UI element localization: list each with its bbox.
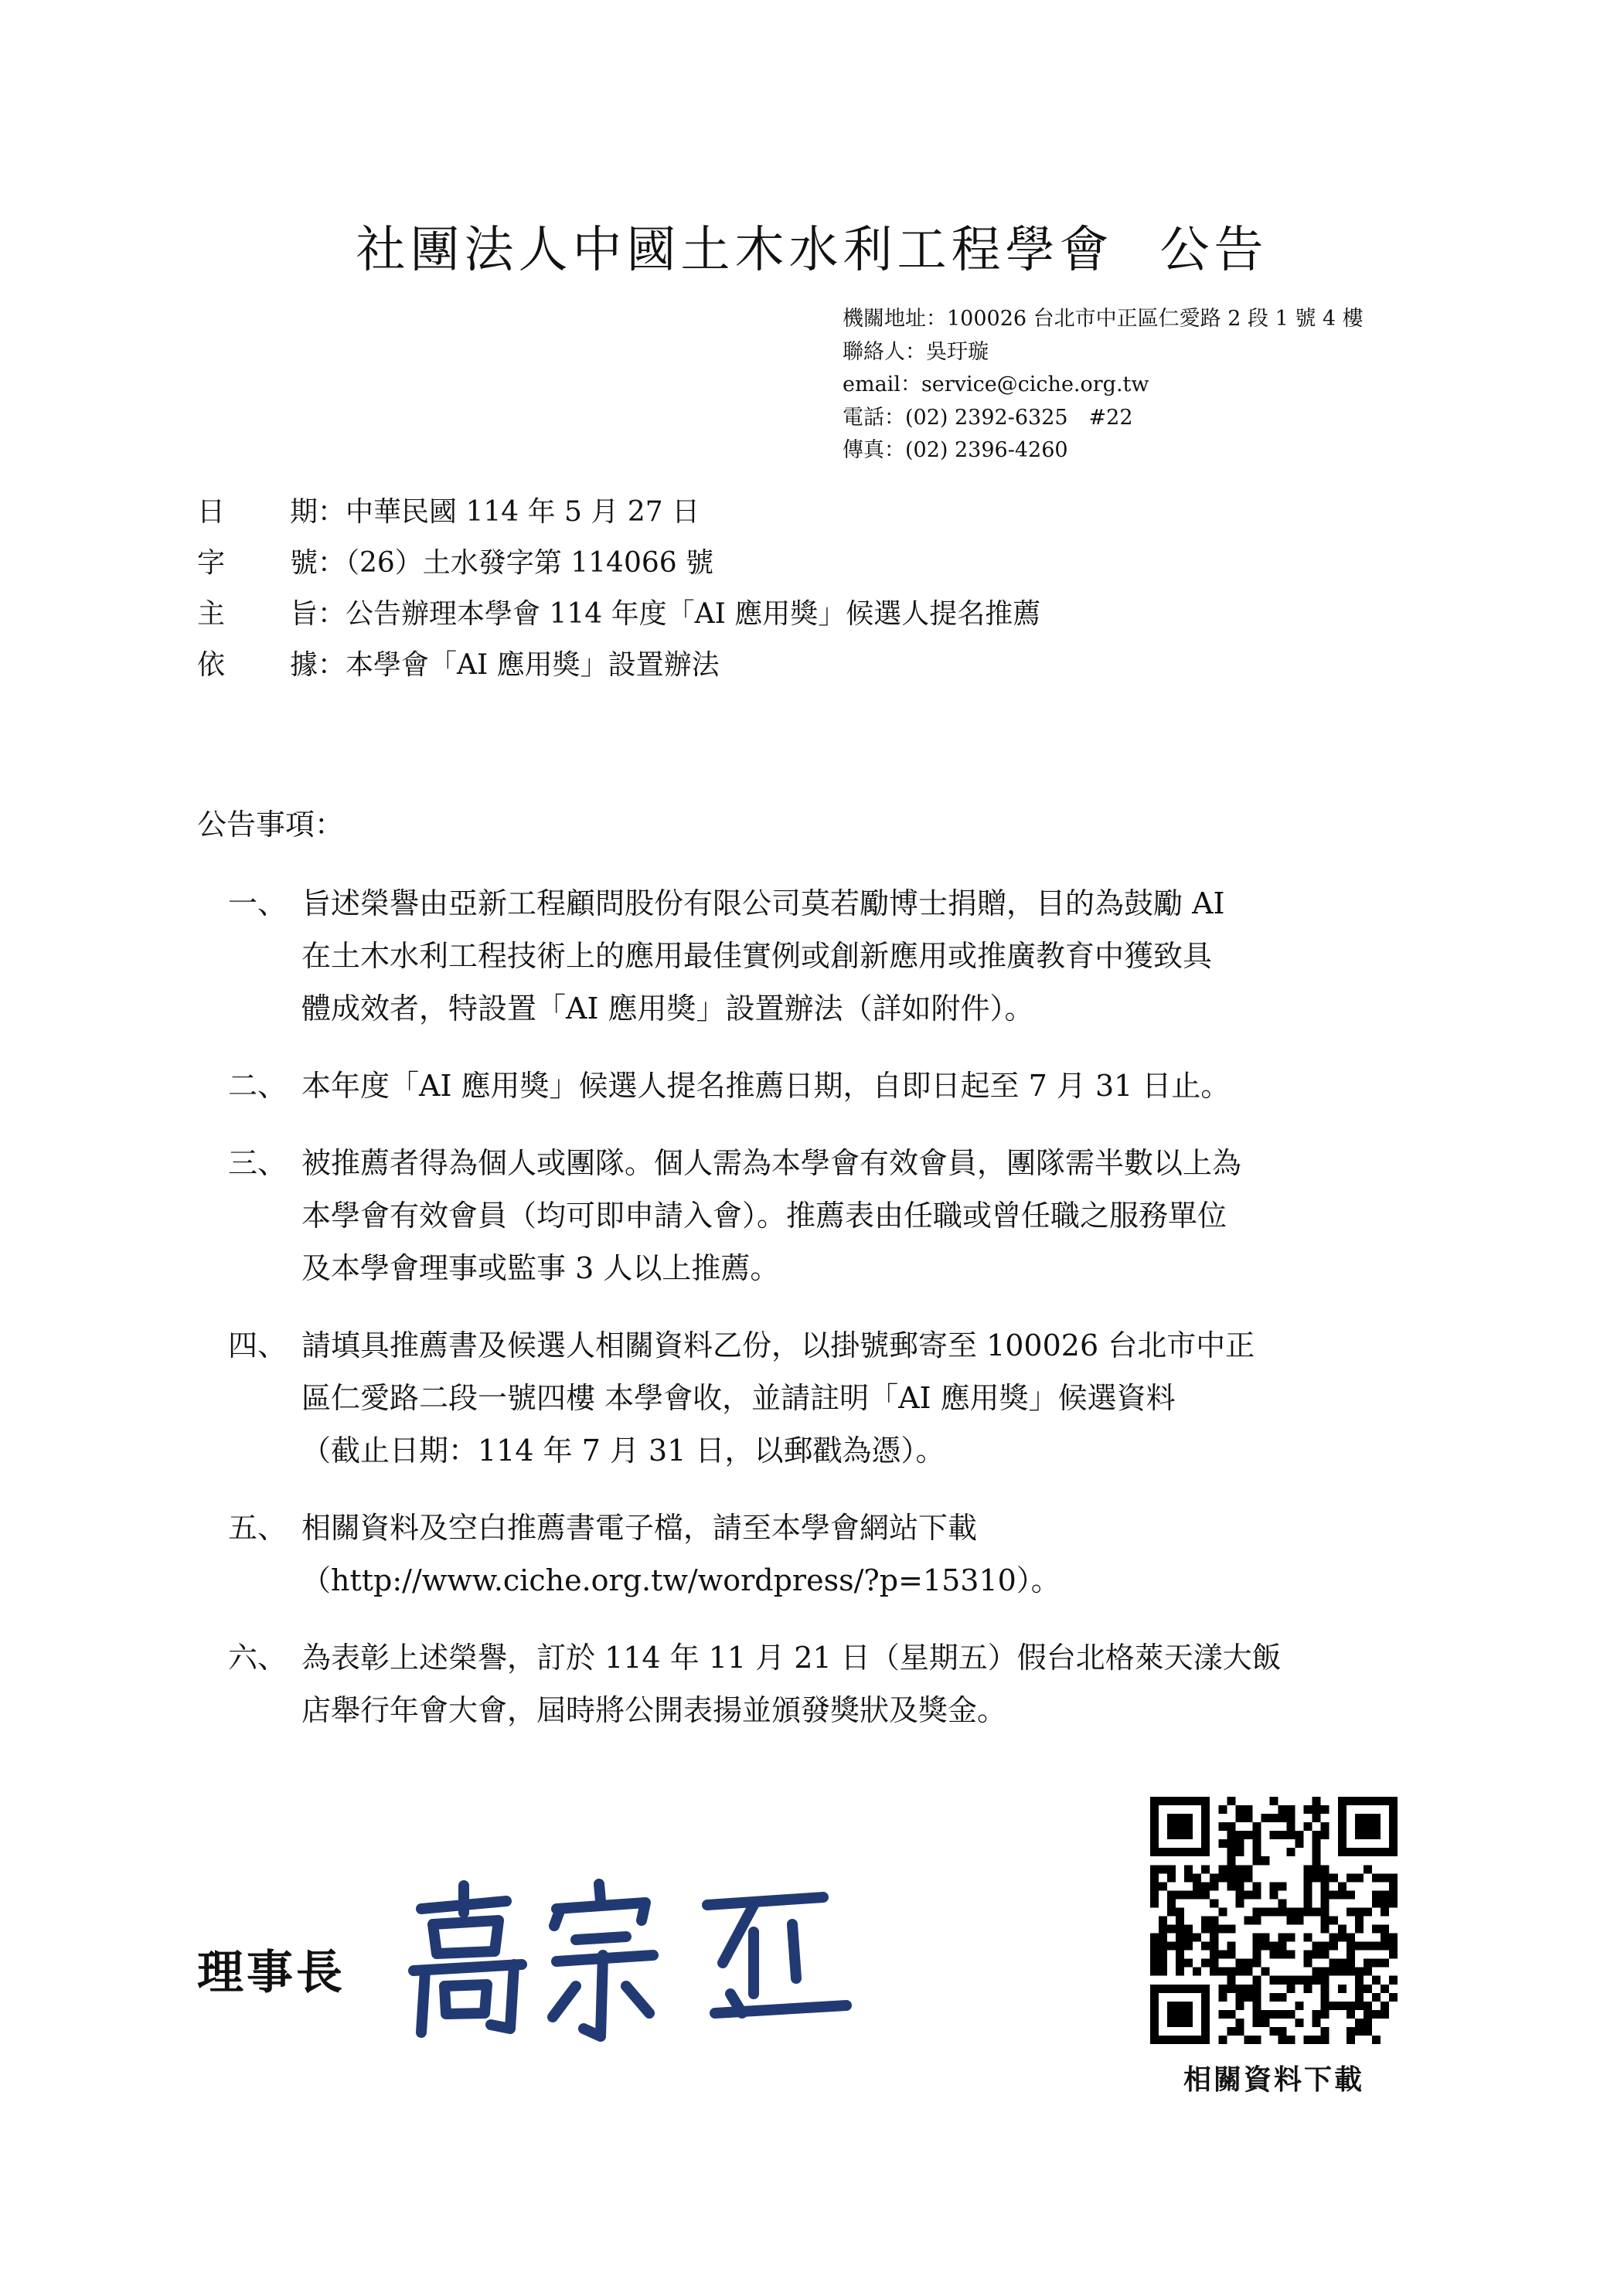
meta-ref-number: 字 號：（26）土水發字第 114066 號: [197, 547, 714, 579]
contact-block: [843, 303, 1364, 468]
contact-email[interactable]: email：service@ciche.org.tw: [843, 372, 1149, 396]
contact-person: 聯絡人：吳玗璇: [843, 339, 989, 364]
qr-code[interactable]: [1150, 1797, 1398, 2044]
list-item: 六、 為表彰上述榮譽，訂於 114 年 11 月 21 日（星期五）假台北格萊天漾大飯 店舉行年會大會，屆時將公開表揚並頒發獎狀及獎金。: [228, 1641, 1282, 1727]
document-title: [0, 210, 1624, 281]
contact-phone: 電話：(02) 2392-6325 #22: [843, 405, 1133, 430]
list-item: 五、 相關資料及空白推薦書電子檔，請至本學會網站下載 （http://www.ciche.org.tw/wordpress/?p=15310）。: [228, 1502, 1434, 1607]
chairman-label: 理事長: [197, 1946, 346, 2000]
contact-address: 機關地址：100026 台北市中正區仁愛路 2 段 1 號 4 樓: [843, 307, 1364, 331]
list-item: 三、 被推薦者得為個人或團隊。個人需為本學會有效會員，團隊需半數以上為 本學會有效會員（均可即申請入會）。推薦表由任職或曾任職之服務單位 及本學會理事或監事 3 人以上推薦。: [228, 1146, 1242, 1285]
list-item: 二、 本年度「AI 應用獎」候選人提名推薦日期，自即日起至 7 月 31 日止。: [228, 1069, 1231, 1103]
org-name: 社團法人中國土木水利工程學會: [356, 222, 1114, 279]
meta-subject: 主 旨：公告辦理本學會 114 年度「AI 應用獎」候選人提名推薦: [197, 598, 1041, 630]
announcement-items: [228, 877, 1434, 1761]
website-link[interactable]: （http://www.ciche.org.tw/wordpress/?p=15310）。: [301, 1563, 1061, 1597]
list-item: 四、 請填具推薦書及候選人相關資料乙份，以掛號郵寄至 100026 台北市中正 區仁愛路二段一號四樓 本學會收，並請註明「AI 應用獎」候選資料 （截止日期：114 年 7 月 31 日，以郵戳為憑）。: [228, 1328, 1255, 1468]
document-meta: [197, 487, 1040, 691]
signature-strokes: [414, 1884, 846, 2036]
meta-date: 日 期：中華民國 114 年 5 月 27 日: [197, 496, 700, 528]
chairman-signature: [390, 1878, 870, 2048]
meta-basis: 依 據：本學會「AI 應用獎」設置辦法: [197, 649, 720, 681]
qr-caption: 相關資料下載: [1183, 2064, 1364, 2096]
list-item: 一、 旨述榮譽由亞新工程顧問股份有限公司莫若勵博士捐贈，目的為鼓勵 AI 在土木水利工程技術上的應用最佳實例或創新應用或推廣教育中獲致具 體成效者，特設置「AI 應用獎」設置辦法（詳如附件）。: [228, 886, 1225, 1026]
contact-fax: 傳真：(02) 2396-4260: [843, 438, 1068, 462]
announcement-label: 公告: [1159, 222, 1268, 279]
announcement-items-heading: 公告事項：: [197, 808, 345, 842]
